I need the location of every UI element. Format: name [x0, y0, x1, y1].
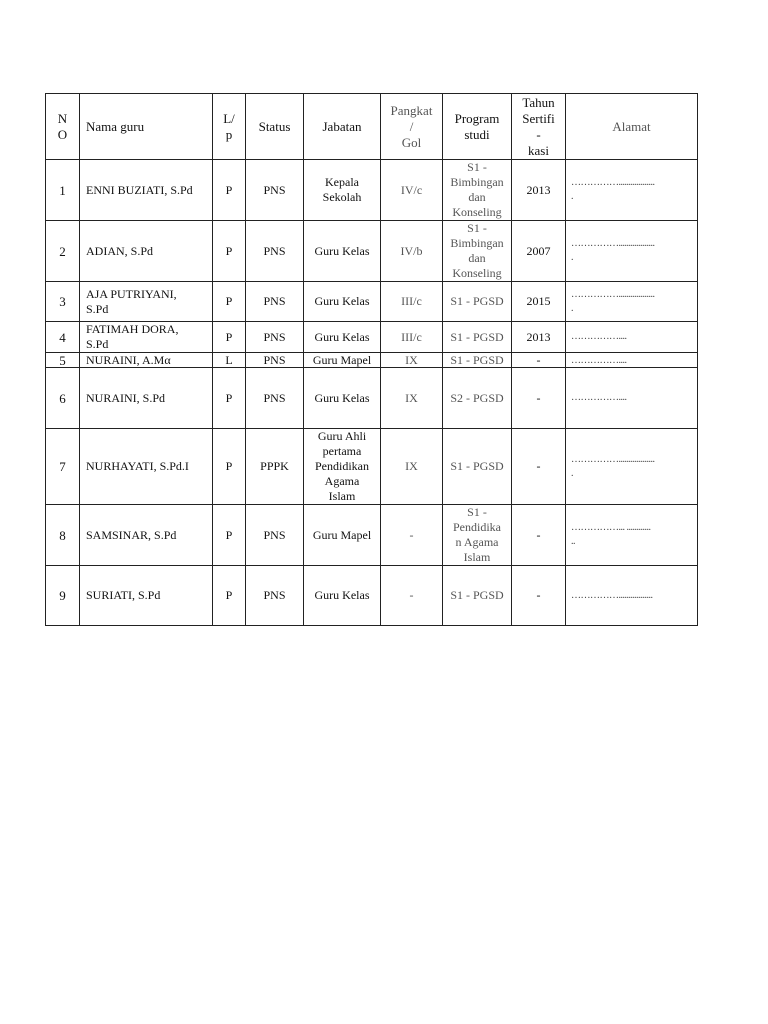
table-row: [46, 368, 698, 429]
cell-jabatan: Guru Kelas: [304, 368, 381, 429]
header-row: [46, 94, 698, 160]
cell-alamat: ……………... ............ ..: [566, 505, 698, 566]
cell-nama: AJA PUTRIYANI, S.Pd: [80, 282, 213, 322]
cell-jabatan: Guru Kelas: [304, 221, 381, 282]
cell-pangkat: IV/b: [381, 221, 443, 282]
cell-no: 4: [46, 322, 80, 353]
cell-status: PNS: [246, 566, 304, 626]
cell-pangkat: III/c: [381, 282, 443, 322]
cell-jabatan: Guru Mapel: [304, 505, 381, 566]
cell-alamat: ……………....: [566, 353, 698, 368]
cell-lp: P: [213, 505, 246, 566]
cell-pangkat: III/c: [381, 322, 443, 353]
cell-no: 2: [46, 221, 80, 282]
header-status: Status: [246, 94, 304, 160]
table-row: [46, 566, 698, 626]
table-row: [46, 160, 698, 221]
cell-alamat: …………….................. .: [566, 282, 698, 322]
cell-no: 5: [46, 353, 80, 368]
cell-status: PNS: [246, 160, 304, 221]
cell-tahun: -: [512, 505, 566, 566]
header-program: Program studi: [443, 94, 512, 160]
table-row: [46, 353, 698, 368]
cell-lp: P: [213, 221, 246, 282]
cell-jabatan: Guru Kelas: [304, 282, 381, 322]
cell-program: S1 - PGSD: [443, 429, 512, 505]
cell-jabatan: Guru Kelas: [304, 322, 381, 353]
cell-no: 1: [46, 160, 80, 221]
cell-alamat: …………….................. .: [566, 160, 698, 221]
cell-tahun: 2007: [512, 221, 566, 282]
cell-lp: L: [213, 353, 246, 368]
cell-pangkat: -: [381, 505, 443, 566]
header-no: N O: [46, 94, 80, 160]
teacher-table: [45, 93, 698, 626]
cell-nama: NURAINI, S.Pd: [80, 368, 213, 429]
cell-nama: SAMSINAR, S.Pd: [80, 505, 213, 566]
header-nama: Nama guru: [80, 94, 213, 160]
cell-jabatan: Guru Mapel: [304, 353, 381, 368]
cell-lp: P: [213, 368, 246, 429]
cell-nama: SURIATI, S.Pd: [80, 566, 213, 626]
cell-tahun: 2013: [512, 160, 566, 221]
cell-program: S1 - PGSD: [443, 322, 512, 353]
cell-nama: NURHAYATI, S.Pd.I: [80, 429, 213, 505]
cell-no: 3: [46, 282, 80, 322]
cell-lp: P: [213, 566, 246, 626]
cell-no: 7: [46, 429, 80, 505]
cell-lp: P: [213, 282, 246, 322]
cell-lp: P: [213, 429, 246, 505]
cell-program: S1 - Bimbingan dan Konseling: [443, 221, 512, 282]
cell-tahun: 2013: [512, 322, 566, 353]
cell-status: PPPK: [246, 429, 304, 505]
cell-alamat: …………….................. .: [566, 221, 698, 282]
cell-tahun: -: [512, 566, 566, 626]
cell-program: S1 - PGSD: [443, 566, 512, 626]
cell-jabatan: Guru Kelas: [304, 566, 381, 626]
header-tahun: Tahun Sertifi - kasi: [512, 94, 566, 160]
cell-no: 8: [46, 505, 80, 566]
cell-nama: FATIMAH DORA, S.Pd: [80, 322, 213, 353]
cell-alamat: ……………....: [566, 322, 698, 353]
cell-lp: P: [213, 160, 246, 221]
cell-jabatan: Guru Ahli pertama Pendidikan Agama Islam: [304, 429, 381, 505]
header-jabatan: Jabatan: [304, 94, 381, 160]
cell-pangkat: IX: [381, 368, 443, 429]
cell-no: 6: [46, 368, 80, 429]
cell-nama: NURAINI, A.Mα: [80, 353, 213, 368]
cell-tahun: -: [512, 368, 566, 429]
cell-alamat: ……………....: [566, 368, 698, 429]
table-row: [46, 429, 698, 505]
cell-nama: ADIAN, S.Pd: [80, 221, 213, 282]
cell-lp: P: [213, 322, 246, 353]
cell-tahun: -: [512, 353, 566, 368]
cell-jabatan: Kepala Sekolah: [304, 160, 381, 221]
table-row: [46, 221, 698, 282]
header-alamat: Alamat: [566, 94, 698, 160]
cell-status: PNS: [246, 282, 304, 322]
cell-tahun: 2015: [512, 282, 566, 322]
cell-program: S1 - Pendidika n Agama Islam: [443, 505, 512, 566]
cell-nama: ENNI BUZIATI, S.Pd: [80, 160, 213, 221]
cell-status: PNS: [246, 353, 304, 368]
cell-pangkat: IV/c: [381, 160, 443, 221]
table-row: [46, 282, 698, 322]
cell-status: PNS: [246, 221, 304, 282]
cell-program: S1 - PGSD: [443, 282, 512, 322]
cell-status: PNS: [246, 505, 304, 566]
cell-program: S1 - Bimbingan dan Konseling: [443, 160, 512, 221]
cell-pangkat: IX: [381, 429, 443, 505]
cell-tahun: -: [512, 429, 566, 505]
cell-program: S2 - PGSD: [443, 368, 512, 429]
cell-pangkat: IX: [381, 353, 443, 368]
header-pangkat: Pangkat / Gol: [381, 94, 443, 160]
cell-program: S1 - PGSD: [443, 353, 512, 368]
cell-alamat: …………….................. .: [566, 429, 698, 505]
table-row: [46, 322, 698, 353]
cell-status: PNS: [246, 322, 304, 353]
cell-pangkat: -: [381, 566, 443, 626]
table-row: [46, 505, 698, 566]
cell-alamat: …………….................: [566, 566, 698, 626]
header-lp: L/ p: [213, 94, 246, 160]
cell-status: PNS: [246, 368, 304, 429]
cell-no: 9: [46, 566, 80, 626]
